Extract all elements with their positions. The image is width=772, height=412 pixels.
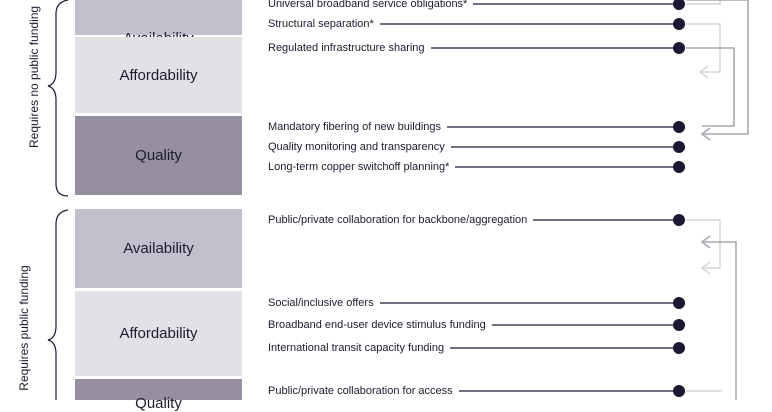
group-label-public-funding: Requires public funding — [17, 265, 31, 391]
policy-dot — [673, 0, 685, 10]
policy-access-collaboration: Public/private collaboration for access — [268, 384, 459, 398]
policy-dot — [673, 319, 685, 331]
policy-social-offers: Social/inclusive offers — [268, 296, 380, 310]
policy-dot — [673, 121, 685, 133]
flow-arrow — [686, 220, 720, 268]
category-label: Availability — [123, 240, 194, 257]
policy-device-stimulus: Broadband end-user device stimulus funding — [268, 318, 492, 332]
flow-arrow — [686, 0, 748, 134]
category-label: Affordability — [119, 325, 198, 342]
group-label-no-public-funding: Requires no public funding — [27, 5, 41, 148]
category-label: Quality — [135, 395, 182, 412]
brace-no-public-funding — [48, 0, 68, 196]
policy-infrastructure-sharing: Regulated infrastructure sharing — [268, 41, 431, 55]
policy-dot — [673, 385, 685, 397]
policy-dot — [673, 161, 685, 173]
policy-structural-separation: Structural separation* — [268, 17, 380, 31]
policy-backbone-collaboration: Public/private collaboration for backbone/aggregation — [268, 213, 533, 227]
policy-dot — [673, 141, 685, 153]
policy-quality-monitoring: Quality monitoring and transparency — [268, 140, 451, 154]
policy-dot — [673, 18, 685, 30]
flow-arrow — [702, 242, 736, 400]
policy-mandatory-fibering: Mandatory fibering of new buildings — [268, 120, 447, 134]
policy-transit-funding: International transit capacity funding — [268, 341, 450, 355]
policy-universal-service: Universal broadband service obligations* — [268, 0, 473, 11]
policy-dot — [673, 42, 685, 54]
brace-public-funding — [48, 210, 68, 400]
policy-dot — [673, 342, 685, 354]
policy-dot — [673, 297, 685, 309]
policy-copper-switchoff: Long-term copper switchoff planning* — [268, 160, 455, 174]
flow-arrow — [686, 48, 734, 126]
policy-dot — [673, 214, 685, 226]
category-label: Quality — [135, 147, 182, 164]
category-label: Affordability — [119, 66, 198, 84]
